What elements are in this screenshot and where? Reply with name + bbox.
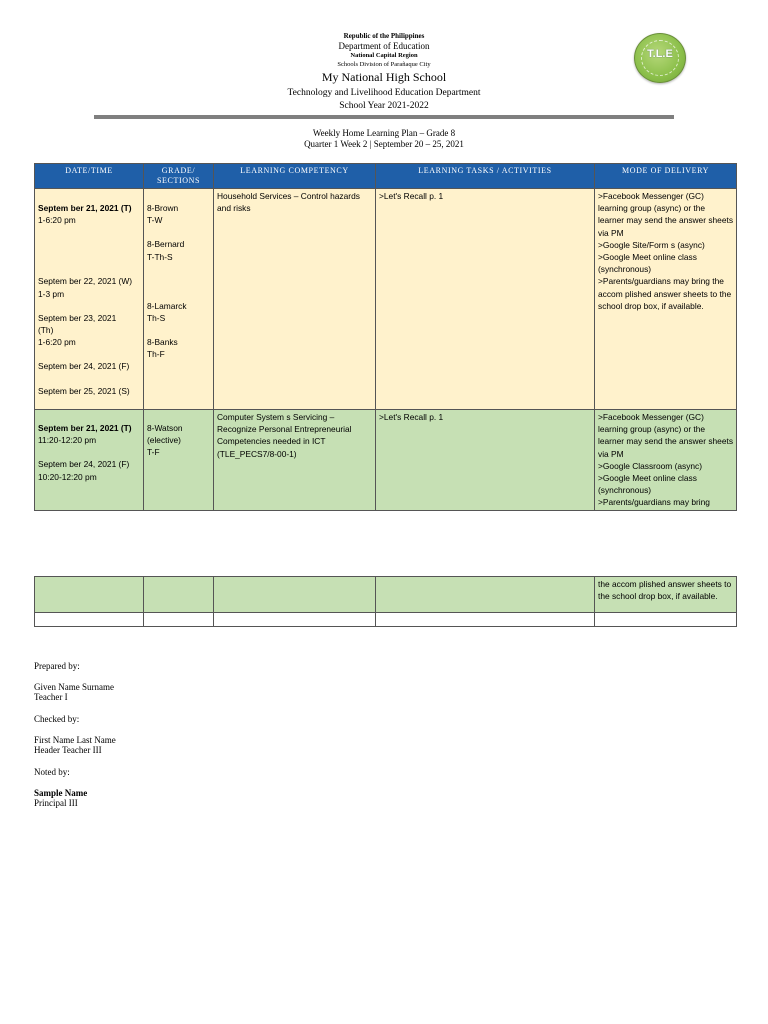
time-text: 1-6:20 pm [38, 337, 76, 348]
noted-label: Noted by: [34, 767, 70, 777]
delivery-item: >Facebook Messenger (GC) learning group (async) or the learner may send the answer sheets via PM [598, 412, 734, 459]
empty-cell [595, 613, 737, 627]
delivery-item: >Google Site/Form s (async) [598, 239, 705, 250]
date-cell [35, 410, 144, 511]
empty-cell [376, 613, 595, 627]
empty-cell [376, 577, 595, 613]
noted-title: Principal III [34, 798, 78, 808]
empty-cell [214, 577, 376, 613]
checked-name: First Name Last Name [34, 735, 116, 745]
table-row [35, 410, 737, 511]
delivery-cell [595, 189, 737, 410]
learning-plan-table-continued [34, 576, 737, 627]
empty-cell [144, 577, 214, 613]
school-name: My National High School [321, 70, 447, 84]
date-text: Septem ber 22, 2021 (W) [38, 276, 133, 287]
section-note: (elective) [147, 435, 181, 446]
learning-plan-table [34, 163, 737, 511]
school-year: School Year 2021-2022 [339, 101, 429, 111]
delivery-continuation: the accom plished answer sheets to the school drop box, if available. [595, 577, 737, 613]
delivery-item: >Facebook Messenger (GC) learning group (async) or the learner may send the answer sheets via PM [598, 191, 734, 238]
time-text: 1-6:20 pm [38, 215, 76, 226]
date-cell [35, 189, 144, 410]
task-cell: >Let's Recall p. 1 [376, 410, 595, 511]
table-row [35, 613, 737, 627]
delivery-cell [595, 410, 737, 511]
prepared-name: Given Name Surname [34, 682, 114, 692]
competency-cell: Computer System s Servicing – Recognize Personal Entrepreneurial Competencies needed in ICT (TLE_PECS7/8-00-1) [214, 410, 376, 511]
tle-logo-icon [634, 33, 686, 83]
checked-label: Checked by: [34, 714, 80, 724]
col-header-competency: LEARNING COMPETENCY [214, 164, 376, 189]
time-text: 11:20-12:20 pm [38, 435, 97, 446]
section-days: Th-F [147, 349, 165, 360]
col-header-delivery: MODE OF DELIVERY [595, 164, 737, 189]
section-days: T-F [147, 447, 160, 458]
section-text: 8-Watson [147, 423, 183, 433]
date-text: Septem ber 23, 2021 [38, 312, 117, 323]
prepared-label: Prepared by: [34, 661, 80, 671]
department-line: Department of Education [338, 41, 430, 51]
table-row [35, 577, 737, 613]
date-text: Septem ber 21, 2021 (T) [38, 423, 132, 433]
delivery-item: >Parents/guardians may bring [598, 497, 710, 508]
delivery-item: >Google Classroom (async) [598, 460, 703, 471]
section-text: 8-Banks [147, 337, 178, 348]
delivery-item: >Google Meet online class (synchronous) [598, 252, 697, 275]
section-cell [144, 189, 214, 410]
prepared-title: Teacher I [34, 692, 68, 702]
table-header-row [35, 164, 737, 189]
section-cell [144, 410, 214, 511]
section-days: Th-S [147, 313, 166, 324]
division-line: Schools Division of Parañaque City [337, 61, 431, 68]
checked-title: Header Teacher III [34, 745, 102, 755]
region-line: National Capital Region [350, 52, 418, 59]
task-cell: >Let's Recall p. 1 [376, 189, 595, 410]
section-text: 8-Bernard [147, 239, 185, 250]
date-text: Septem ber 21, 2021 (T) [38, 203, 132, 213]
noted-name: Sample Name [34, 788, 88, 798]
date-text: Septem ber 24, 2021 (F) [38, 361, 130, 372]
empty-cell [35, 577, 144, 613]
section-text: 8-Brown [147, 203, 179, 213]
quarter-line: Quarter 1 Week 2 | September 20 – 25, 2021 [304, 139, 464, 149]
competency-cell: Household Services – Control hazards and risks [214, 189, 376, 410]
logo-text: T.L.E [647, 48, 673, 60]
section-days: T-W [147, 215, 163, 226]
empty-cell [144, 613, 214, 627]
section-days: T-Th-S [147, 251, 173, 262]
department-tle: Technology and Livelihood Education Department [287, 88, 481, 98]
date-text: (Th) [38, 325, 54, 336]
empty-cell [214, 613, 376, 627]
time-text: 1-3 pm [38, 288, 65, 299]
delivery-item: >Google Meet online class (synchronous) [598, 473, 697, 496]
col-header-grade: GRADE/ SECTIONS [144, 164, 214, 189]
date-text: Septem ber 24, 2021 (F) [38, 459, 130, 470]
table-row [35, 189, 737, 410]
empty-cell [35, 613, 144, 627]
header-divider [94, 115, 674, 119]
col-header-tasks: LEARNING TASKS / ACTIVITIES [376, 164, 595, 189]
col-header-date: DATE/TIME [35, 164, 144, 189]
section-text: 8-Lamarck [147, 300, 187, 311]
republic-line: Republic of the Philippines [343, 32, 425, 40]
time-text: 10:20-12:20 pm [38, 471, 97, 482]
delivery-item: >Parents/guardians may bring the accom plished answer sheets to the school drop box, if available. [598, 276, 732, 311]
plan-title: Weekly Home Learning Plan – Grade 8 [312, 128, 456, 138]
date-text: Septem ber 25, 2021 (S) [38, 385, 130, 396]
